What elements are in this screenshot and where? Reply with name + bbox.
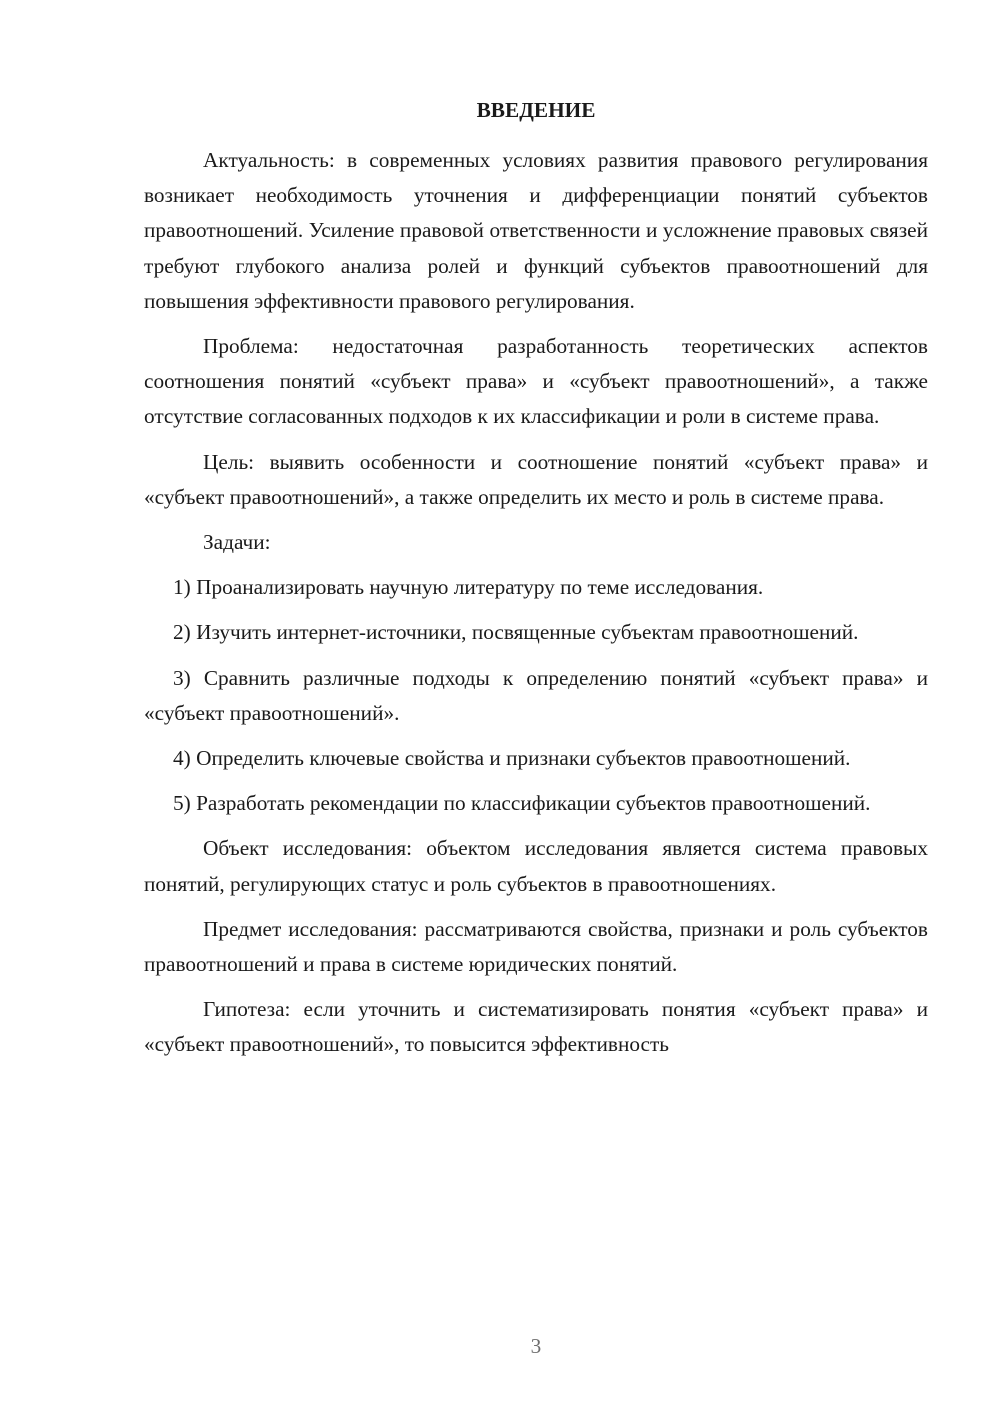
paragraph-subject: Предмет исследования: рассматриваются свойства, признаки и роль субъектов правоотношений и права в системе юридических понятий.: [144, 916, 928, 977]
tasks-label: Задачи:: [203, 530, 271, 555]
paragraph-goal: Цель: выявить особенности и соотношение понятий «субъект права» и «субъект правоотношений», а также определить их место и роль в системе права.: [144, 449, 928, 509]
task-item: 3) Сравнить различные подходы к определению понятий «субъект права» и «субъект правоотношений».: [144, 665, 928, 725]
paragraph-problem: Проблема: недостаточная разработанность теоретических аспектов соотношения понятий «субъект права» и «субъект правоотношений», а также отсутствие согласованных подходов к их классификации и роли в системе права.: [144, 334, 928, 429]
task-item: 1) Проанализировать научную литературу по теме исследования.: [173, 575, 764, 600]
section-heading: ВВЕДЕНИЕ: [476, 98, 596, 122]
task-item: 2) Изучить интернет-источники, посвященные субъектам правоотношений.: [173, 620, 859, 645]
task-item: 5) Разработать рекомендации по классификации субъектов правоотношений.: [173, 791, 871, 816]
task-item: 4) Определить ключевые свойства и признаки субъектов правоотношений.: [173, 746, 851, 771]
paragraph-hypothesis: Гипотеза: если уточнить и систематизировать понятия «субъект права» и «субъект правоотношений», то повысится эффективность: [144, 997, 928, 1057]
document-body: [144, 93, 928, 1063]
paragraph-object: Объект исследования: объектом исследования является система правовых понятий, регулирующих статус и роль субъектов в правоотношениях.: [144, 836, 928, 896]
paragraph-relevance: Актуальность: в современных условиях развития правового регулирования возникает необходимость уточнения и дифференциации понятий субъектов правоотношений. Усиление правовой ответственности и усложнение правовых связей требуют глубокого анализа ролей и функций субъектов правоотношений для повышения эффективности правового регулирования.: [144, 148, 928, 313]
page-number: 3: [530, 1334, 542, 1358]
